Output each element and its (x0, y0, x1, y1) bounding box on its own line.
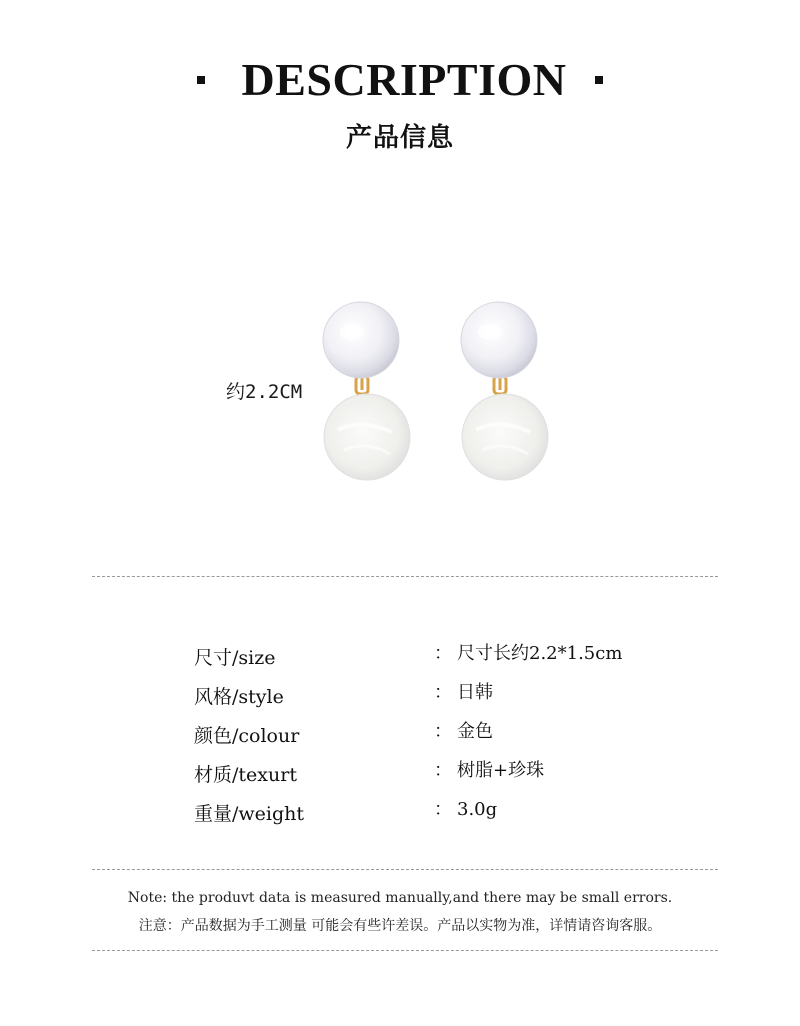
earring-left (323, 302, 410, 480)
spec-value: 尺寸长约2.2*1.5cm (457, 643, 623, 664)
spec-label: 颜色/colour (194, 725, 300, 747)
spec-colon: ： (434, 643, 452, 664)
spec-table (194, 640, 654, 835)
spec-label: 风格/style (194, 686, 284, 708)
spec-value: 日韩 (457, 682, 493, 703)
spec-row-texture (194, 757, 654, 796)
spec-value: 3.0g (457, 799, 498, 820)
spec-colon: ： (434, 682, 452, 703)
spec-colon: ： (434, 721, 452, 742)
spec-row-size (194, 640, 654, 679)
title-bullet-right (595, 76, 603, 84)
divider-bottom (92, 950, 718, 951)
page-subtitle: 产品信息 (345, 123, 454, 153)
spec-row-style (194, 679, 654, 718)
spec-label: 重量/weight (194, 803, 305, 825)
note-chinese: 注意：产品数据为手工测量 可能会有些许差误。产品以实物为准，详情请咨询客服。 (138, 918, 662, 934)
divider-middle (92, 869, 718, 870)
spec-value: 树脂+珍珠 (457, 760, 545, 781)
spec-row-colour (194, 718, 654, 757)
spec-label: 材质/texurt (194, 764, 297, 786)
spec-value: 金色 (457, 721, 493, 742)
spec-colon: ： (434, 799, 452, 820)
spec-row-weight (194, 796, 654, 835)
earrings-image (300, 290, 580, 490)
size-annotation: 约2.2CM (226, 381, 303, 403)
note-english: Note: the produvt data is measured manually,and there may be small errors. (127, 890, 673, 906)
header (0, 52, 800, 108)
page-title: DESCRIPTION (241, 54, 567, 105)
earring-right (461, 302, 548, 480)
divider-top (92, 576, 718, 577)
spec-label: 尺寸/size (194, 647, 276, 669)
spec-colon: ： (434, 760, 452, 781)
title-bullet-left (197, 76, 205, 84)
product-image-area (0, 290, 800, 500)
